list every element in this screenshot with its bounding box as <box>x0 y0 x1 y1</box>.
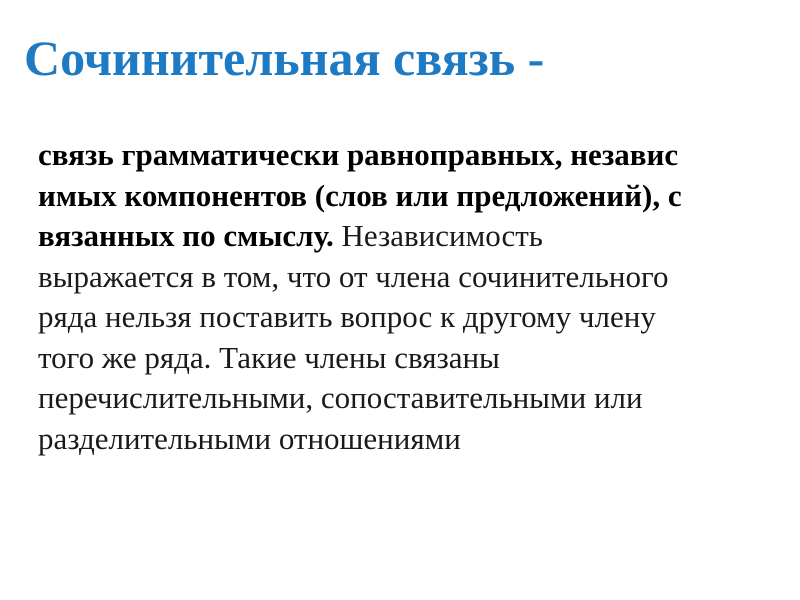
definition-line-2: имых компонентов (слов или предложений), с <box>38 177 682 213</box>
mixed-line <box>38 216 778 257</box>
explanation-line-4: того же ряда. Такие члены связаны <box>38 339 500 375</box>
explanation-line-5: перечислительными, сопоставительными или <box>38 380 643 415</box>
definition-line-3: вязанных по смыслу. <box>38 218 334 253</box>
slide-title: Сочинительная связь - <box>24 30 545 86</box>
explanation-line-2: выражается в том, что от члена сочинительного <box>38 258 669 294</box>
explanation-line-1: Независимость <box>333 218 543 253</box>
slide-body <box>38 135 778 459</box>
definition-line-1: связь грамматически равноправных, независ <box>38 137 679 172</box>
explanation-line-6: разделительными отношениями <box>38 420 461 456</box>
explanation-line-3: ряда нельзя поставить вопрос к другому члену <box>38 299 656 334</box>
